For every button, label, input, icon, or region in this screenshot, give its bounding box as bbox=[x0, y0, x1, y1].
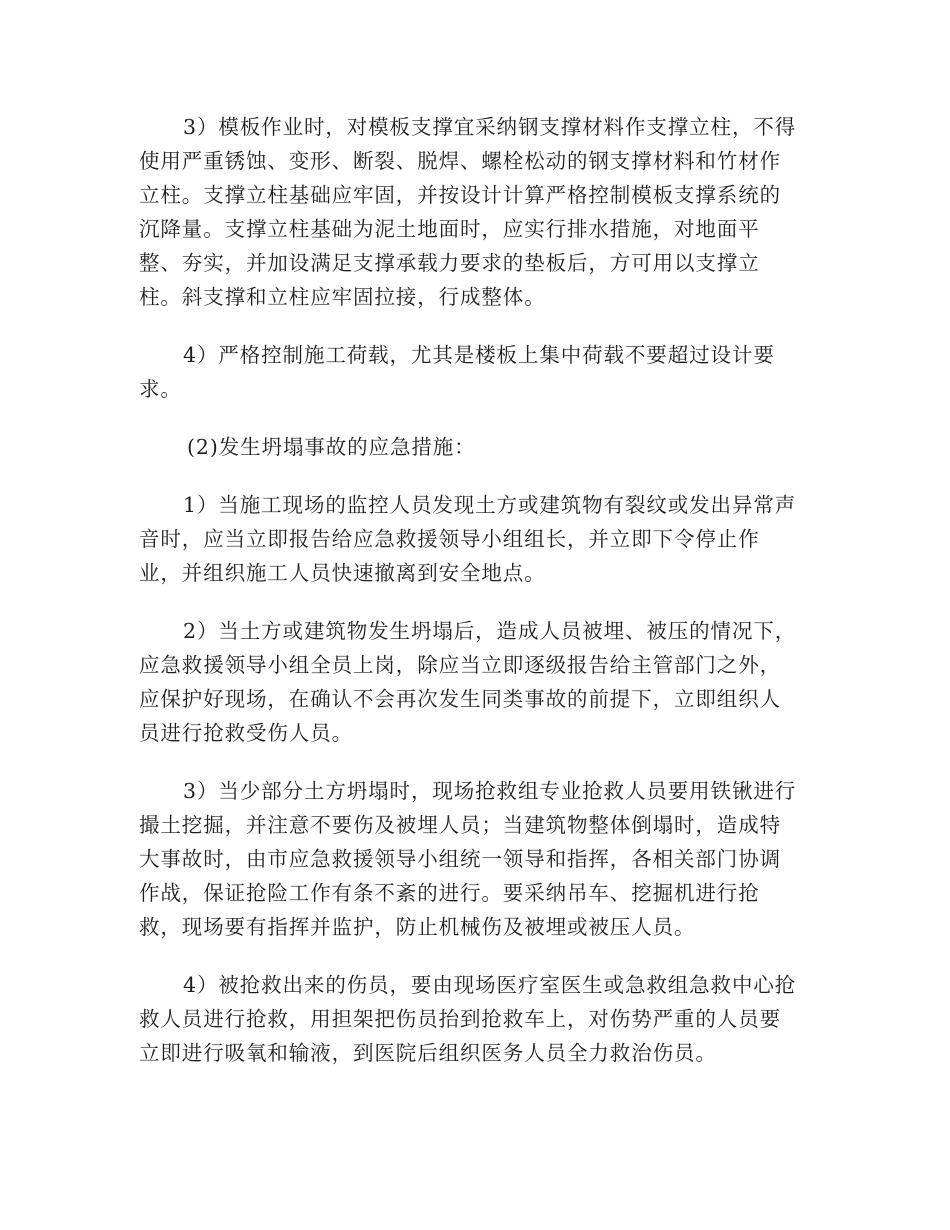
text-line: 立柱。支撑立柱基础应牢固，并按设计计算严格控制模板支撑系统的 bbox=[139, 183, 781, 207]
paragraph-after-collapse bbox=[139, 614, 811, 750]
text-line: 应保护好现场，在确认不会再次发生同类事故的前提下，立即组织人 bbox=[139, 687, 781, 711]
text-line: 救，现场要有指挥并监护，防止机械伤及被埋或被压人员。 bbox=[139, 915, 696, 939]
document-body bbox=[139, 110, 811, 1094]
text-line: 大事故时，由市应急救援领导小组统一领导和指挥，各相关部门协调 bbox=[139, 847, 781, 871]
text-line: 救人员进行抢救，用担架把伤员抬到抢救车上，对伤势严重的人员要 bbox=[139, 1007, 781, 1031]
text-line: 沉降量。支撑立柱基础为泥土地面时，应实行排水措施，对地面平 bbox=[139, 217, 760, 241]
text-line: 立即进行吸氧和输液，到医院后组织医务人员全力救治伤员。 bbox=[139, 1041, 717, 1065]
text-line: 4）严格控制施工荷载，尤其是楼板上集中荷载不要超过设计要 bbox=[183, 343, 775, 367]
paragraph-rescue-operations bbox=[139, 774, 811, 944]
text-line: 3）模板作业时，对模板支撑宜采纳钢支撑材料作支撑立柱，不得 bbox=[183, 115, 797, 139]
text-line: 应急救援领导小组全员上岗，除应当立即逐级报告给主管部门之外， bbox=[139, 653, 781, 677]
text-line: 撮土挖掘，并注意不要伤及被埋人员；当建筑物整体倒塌时，造成特 bbox=[139, 813, 781, 837]
text-line: 业，并组织施工人员快速撤离到安全地点。 bbox=[139, 561, 546, 585]
text-line: 4）被抢救出来的伤员，要由现场医疗室医生或急救组急救中心抢 bbox=[183, 973, 797, 997]
text-line: 柱。斜支撑和立柱应牢固拉接，行成整体。 bbox=[139, 285, 546, 309]
text-line: 3）当少部分土方坍塌时，现场抢救组专业抢救人员要用铁锹进行 bbox=[183, 779, 797, 803]
text-line: 音时，应当立即报告给应急救援领导小组组长，并立即下令停止作 bbox=[139, 527, 760, 551]
text-line: 整、夯实，并加设满足支撑承载力要求的垫板后，方可用以支撑立 bbox=[139, 251, 760, 275]
text-line: 员进行抢救受伤人员。 bbox=[139, 721, 353, 745]
section-heading-collapse-emergency bbox=[139, 430, 811, 464]
paragraph-immediate-report bbox=[139, 488, 811, 590]
text-line: 2）当土方或建筑物发生坍塌后，造成人员被埋、被压的情况下， bbox=[183, 619, 797, 643]
text-line: 作战，保证抢险工作有条不紊的进行。要采纳吊车、挖掘机进行抢 bbox=[139, 881, 760, 905]
heading-line: (2)发生坍塌事故的应急措施： bbox=[187, 435, 476, 459]
paragraph-construction-load bbox=[139, 338, 811, 406]
text-line: 求。 bbox=[139, 377, 182, 401]
text-line: 1）当施工现场的监控人员发现土方或建筑物有裂纹或发出异常声 bbox=[183, 493, 797, 517]
paragraph-formwork-support bbox=[139, 110, 811, 314]
text-line: 使用严重锈蚀、变形、断裂、脱焊、螺栓松动的钢支撑材料和竹材作 bbox=[139, 149, 781, 173]
paragraph-treat-injured bbox=[139, 968, 811, 1070]
